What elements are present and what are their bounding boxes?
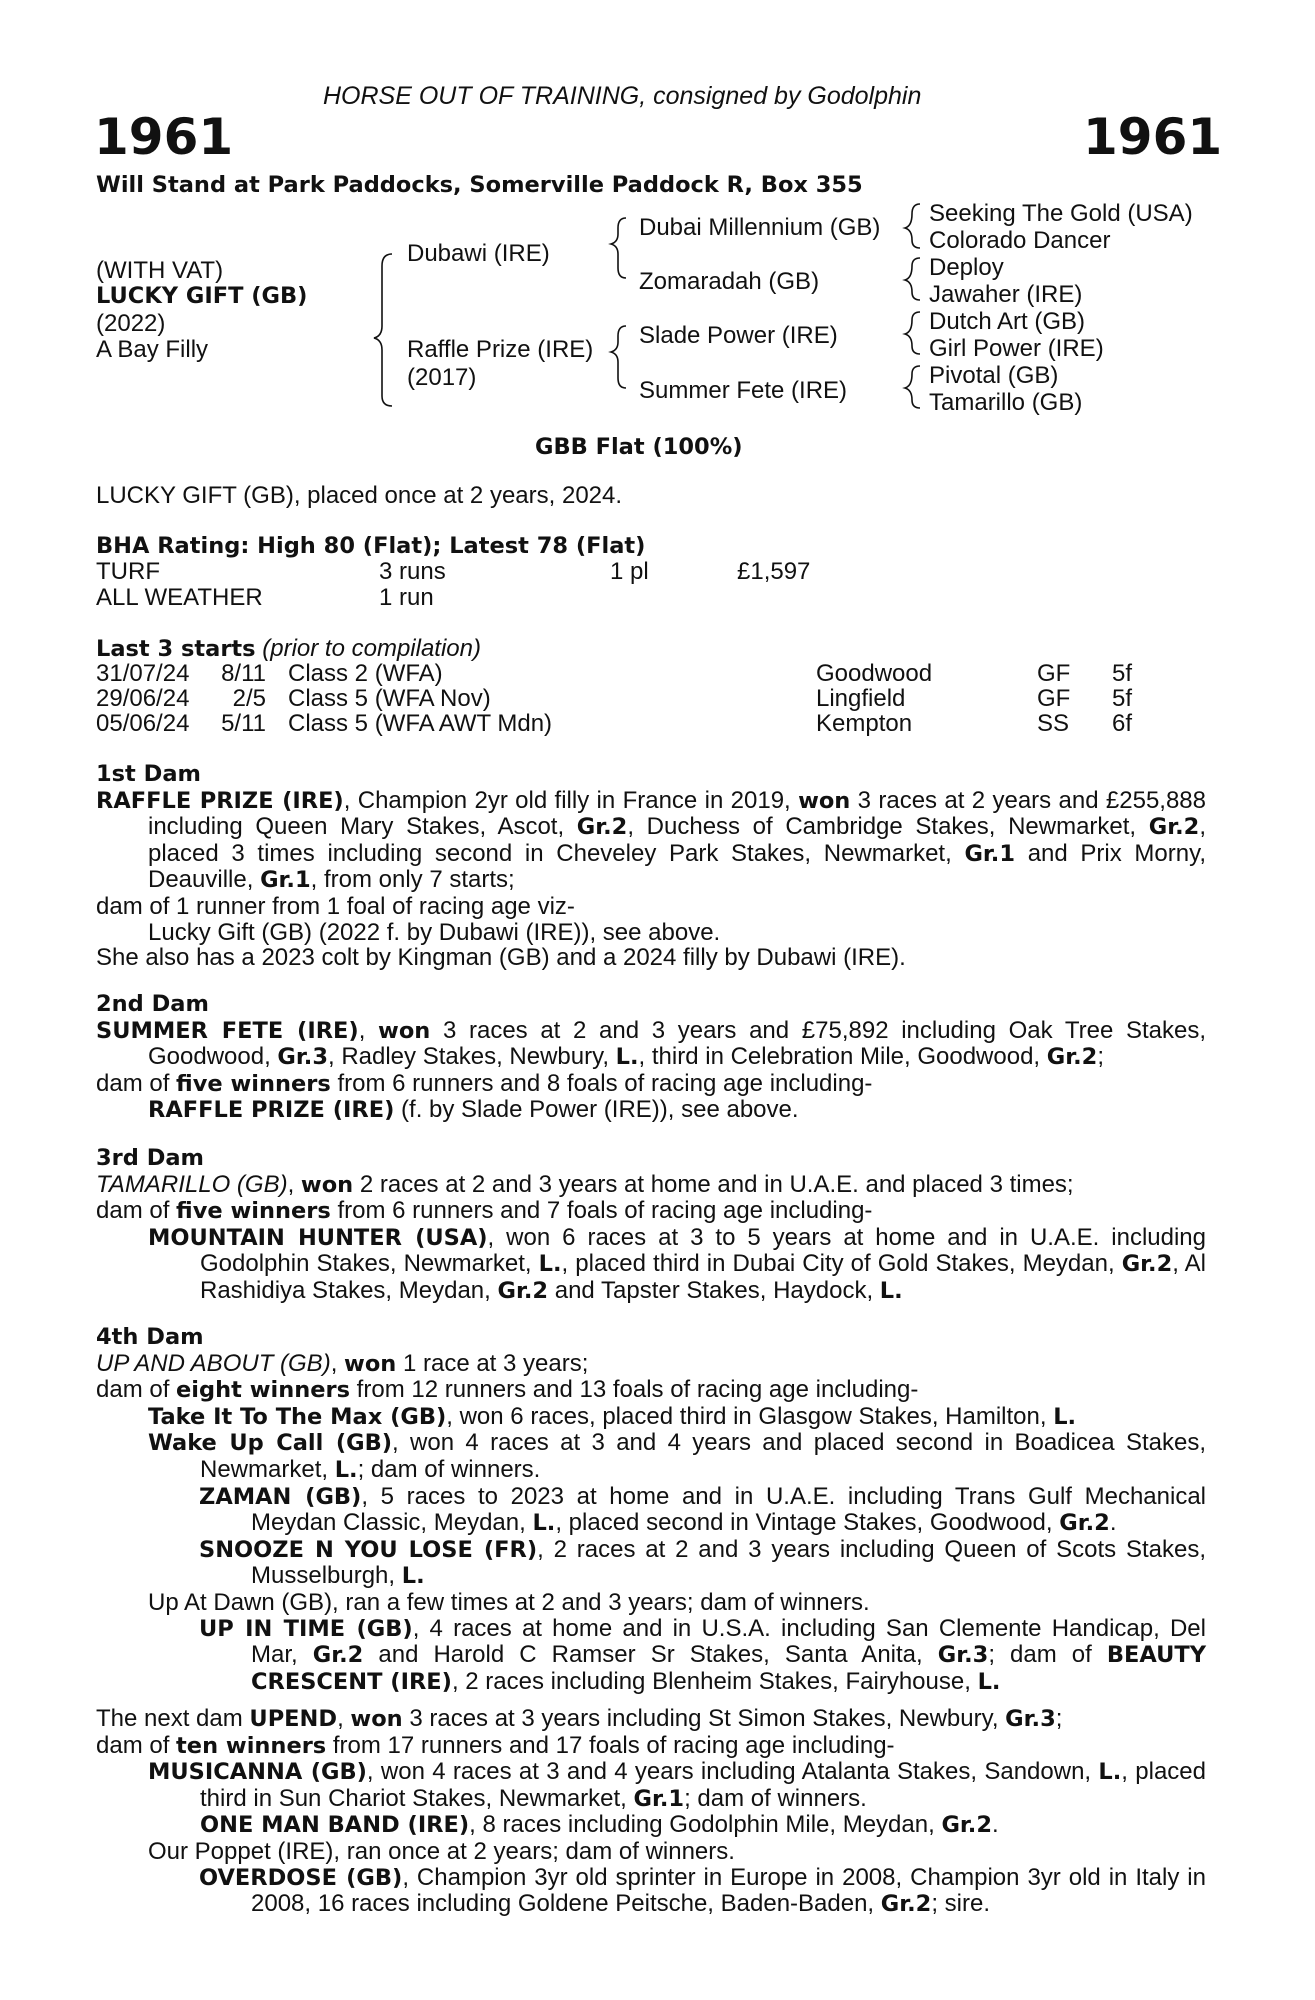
runs: 1 run	[379, 584, 434, 611]
dam-record: UP AND ABOUT (GB), won 1 race at 3 years;	[96, 1349, 589, 1377]
section-heading: 4th Dam	[96, 1324, 204, 1350]
produce-entry: ZAMAN (GB), 5 races to 2023 at home and in U.A.E. including Trans Gulf Mechanical Meydan Classic, Meydan, L., placed second in Vintage Stakes, Goodwood, Gr.2.	[199, 1482, 1206, 1537]
next-dam-section	[96, 1706, 1206, 1918]
dam-dam-sire: Pivotal (GB)	[929, 362, 1059, 389]
produce-entry: MOUNTAIN HUNTER (USA), won 6 races at 3 to 5 years at home and in U.A.E. including Godolphin Stakes, Newmarket, L., placed third in Dubai City of Gold Stakes, Meydan, Gr.2, Al Rashidiya Stakes, Meydan, Gr.2 and Tapster Stakes, Haydock, L.	[148, 1223, 1207, 1304]
dam-year: (2017)	[407, 364, 477, 391]
produce-entry: Wake Up Call (GB), won 4 races at 3 and 4 years and placed second in Boadicea Stakes, Newmarket, L.; dam of winners.	[148, 1429, 1206, 1483]
third-dam-section	[96, 1146, 1206, 1305]
dam-dam-dam: Tamarillo (GB)	[929, 389, 1083, 416]
dam-record: The next dam UPEND, won 3 races at 3 years including St Simon Stakes, Newbury, Gr.3;	[96, 1705, 1063, 1732]
surface: TURF	[96, 558, 160, 585]
sire-sire-dam: Colorado Dancer	[929, 227, 1111, 254]
placings: 1 pl	[610, 558, 649, 585]
sire-sire-sire: Seeking The Gold (USA)	[929, 200, 1193, 227]
dam-sire: Slade Power (IRE)	[639, 322, 838, 349]
dam-record: SUMMER FETE (IRE), won 3 races at 2 and 3 years and £75,892 including Oak Tree Stakes, Goodwood, Gr.3, Radley Stakes, Newbury, L., third in Celebration Mile, Goodwood, Gr.2;	[96, 1016, 1206, 1071]
first-dam-section	[96, 762, 1206, 971]
produce-entry: ONE MAN BAND (IRE), 8 races including Godolphin Mile, Meydan, Gr.2.	[200, 1811, 999, 1839]
runs: 3 runs	[379, 558, 446, 585]
horse-name: LUCKY GIFT (GB)	[96, 283, 308, 309]
lot-number-right: 1961	[1083, 108, 1223, 166]
produce-line: dam of five winners from 6 runners and 7 foals of racing age including-	[96, 1197, 873, 1225]
sire: Dubawi (IRE)	[407, 240, 550, 267]
dam-sire-sire: Dutch Art (GB)	[929, 308, 1086, 335]
section-heading: 3rd Dam	[96, 1145, 204, 1171]
last-starts-heading: Last 3 starts (prior to compilation)	[96, 635, 481, 662]
prize-money: £1,597	[737, 558, 811, 585]
stand-location: Will Stand at Park Paddocks, Somerville Paddock R, Box 355	[96, 172, 863, 198]
produce-entry: Lucky Gift (GB) (2022 f. by Dubawi (IRE)), see above.	[148, 918, 721, 946]
surface: ALL WEATHER	[96, 584, 263, 611]
produce-entry: Take It To The Max (GB), won 6 races, placed third in Glasgow Stakes, Hamilton, L.	[148, 1402, 1077, 1430]
produce-entry: OVERDOSE (GB), Champion 3yr old sprinter in Europe in 2008, Champion 3yr old in Italy in 2008, 16 races including Goldene Peitsche, Baden-Baden, Gr.2; sire.	[199, 1863, 1206, 1918]
dam-record: RAFFLE PRIZE (IRE), Champion 2yr old filly in France in 2019, won 3 races at 2 years and £255,888 including Queen Mary Stakes, Ascot, Gr.2, Duchess of Cambridge Stakes, Newmarket, Gr.2, placed 3 times including second in Cheveley Park Stakes, Newmarket, Gr.1 and Prix Morny, Deauville, Gr.1, from only 7 starts;	[96, 786, 1206, 894]
produce-entry: Up At Dawn (GB), ran a few times at 2 and 3 years; dam of winners.	[148, 1588, 870, 1616]
produce-entry: SNOOZE N YOU LOSE (FR), 2 races at 2 and 3 years including Queen of Scots Stakes, Musselburgh, L.	[199, 1535, 1206, 1590]
sire-sire: Dubai Millennium (GB)	[639, 214, 881, 241]
sire-dam: Zomaradah (GB)	[639, 268, 820, 295]
sire-dam-dam: Jawaher (IRE)	[929, 281, 1083, 308]
section-heading: 2nd Dam	[96, 991, 209, 1017]
fourth-dam-section	[96, 1325, 1206, 1695]
gbb-flat: GBB Flat (100%)	[535, 434, 743, 460]
second-dam-section	[96, 992, 1206, 1124]
section-heading: 1st Dam	[96, 761, 201, 787]
dam-dam: Summer Fete (IRE)	[639, 377, 848, 404]
horse-description: A Bay Filly	[96, 336, 209, 363]
lot-number-left: 1961	[94, 108, 234, 166]
dam-sire-dam: Girl Power (IRE)	[929, 335, 1104, 362]
vat-note: (WITH VAT)	[96, 257, 224, 284]
produce-note: She also has a 2023 colt by Kingman (GB) and a 2024 filly by Dubawi (IRE).	[96, 944, 906, 972]
catalogue-header: HORSE OUT OF TRAINING, consigned by Godolphin	[323, 82, 922, 110]
horse-year: (2022)	[96, 310, 166, 337]
produce-line: dam of ten winners from 17 runners and 17 foals of racing age including-	[96, 1731, 895, 1759]
summary: LUCKY GIFT (GB), placed once at 2 years, 2024.	[96, 482, 623, 509]
produce-entry: UP IN TIME (GB), 4 races at home and in U.S.A. including San Clemente Handicap, Del Mar, Gr.2 and Harold C Ramser Sr Stakes, Santa Anita, Gr.3; dam of BEAUTY CRESCENT (IRE), 2 races including Blenheim Stakes, Fairyhouse, L.	[199, 1614, 1207, 1695]
sire-dam-sire: Deploy	[929, 254, 1004, 281]
dam: Raffle Prize (IRE)	[407, 336, 594, 363]
produce-line: dam of 1 runner from 1 foal of racing age viz-	[96, 892, 575, 920]
produce-entry: MUSICANNA (GB), won 4 races at 3 and 4 years including Atalanta Stakes, Sandown, L., placed third in Sun Chariot Stakes, Newmarket, Gr.1; dam of winners.	[148, 1758, 1206, 1812]
produce-line: dam of five winners from 6 runners and 8 foals of racing age including-	[96, 1069, 873, 1097]
bha-rating: BHA Rating: High 80 (Flat); Latest 78 (Flat)	[96, 533, 646, 559]
dam-record: TAMARILLO (GB), won 2 races at 2 and 3 years at home and in U.A.E. and placed 3 times;	[96, 1170, 1074, 1198]
produce-line: dam of eight winners from 12 runners and 13 foals of racing age including-	[96, 1376, 919, 1404]
produce-entry: Our Poppet (IRE), ran once at 2 years; dam of winners.	[148, 1837, 735, 1865]
produce-entry: RAFFLE PRIZE (IRE) (f. by Slade Power (IRE)), see above.	[148, 1096, 799, 1124]
